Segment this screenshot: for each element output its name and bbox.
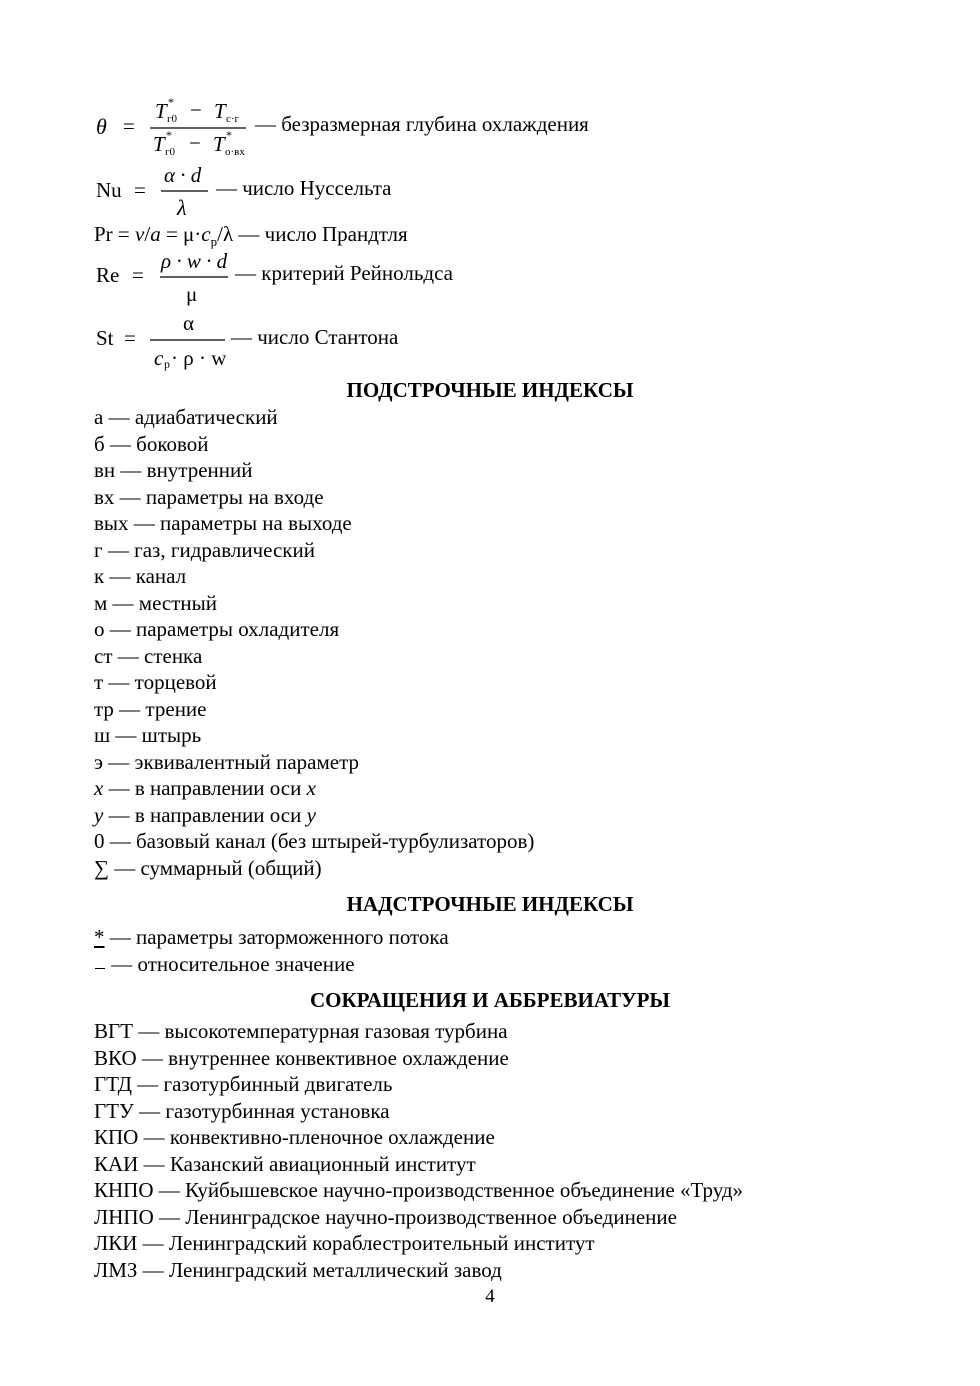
theta-description: — безразмерная глубина охлаждения: [255, 112, 589, 136]
list-item: ГТУ — газотурбинная установка: [94, 1098, 390, 1123]
pr-c-sub: p: [210, 234, 218, 250]
numerator-T1-sub: г0: [167, 113, 178, 125]
equals-sign: =: [124, 326, 136, 350]
nu-description: — число Нуссельта: [216, 176, 392, 200]
st-den-sub: p: [164, 357, 170, 371]
subscripts-list: [94, 404, 534, 881]
list-item: ЛКИ — Ленинградский кораблестроительный институт: [94, 1231, 595, 1255]
formula-re: [94, 248, 694, 308]
list-item: а — адиабатический: [94, 405, 278, 429]
pr-nu: ν: [135, 222, 145, 246]
y-symbol: y: [94, 802, 104, 827]
denominator-T2-sup: *: [226, 128, 232, 142]
list-item: ЛМЗ — Ленинградский металлический завод: [94, 1257, 502, 1282]
list-item: ст — стенка: [94, 643, 203, 668]
list-item-star: [94, 924, 449, 951]
list-item: вн — внутренний: [94, 458, 253, 482]
list-item: б — боковой: [94, 431, 209, 456]
denominator-T2-sub: о·вх: [225, 146, 245, 158]
theta-symbol: θ: [96, 114, 107, 139]
re-description: — критерий Рейнольдса: [235, 261, 453, 285]
list-item: ВГТ — высокотемпературная газовая турбина: [94, 1019, 508, 1043]
list-item: к — канал: [94, 564, 187, 588]
pr-mu: = μ·: [160, 222, 202, 246]
list-item-x: [94, 775, 534, 802]
equals-sign: =: [123, 114, 135, 138]
re-symbol: Re: [96, 263, 120, 287]
list-item: КПО — конвективно-пленочное охлаждение: [94, 1125, 495, 1149]
nu-denominator: λ: [177, 195, 187, 220]
st-numerator: α: [183, 311, 195, 335]
formula-st: [94, 310, 694, 374]
list-item: ВКО — внутреннее конвективное охлаждение: [94, 1045, 509, 1070]
x-symbol: x: [94, 776, 104, 800]
formula-nu: [94, 162, 694, 222]
denominator-T2: T: [213, 132, 225, 156]
list-item: 0 — базовый канал (без штырей-турбулизаторов): [94, 829, 535, 853]
st-den-rest: · ρ · w: [171, 346, 227, 370]
list-item: м — местный: [94, 590, 218, 615]
st-description: — число Стантона: [231, 325, 399, 349]
equals-sign: =: [134, 178, 146, 202]
st-den-c: c: [154, 346, 164, 370]
page-number: 4: [485, 1286, 495, 1307]
numerator-T2-sub: с·г: [226, 113, 240, 125]
list-item: ∑ — суммарный (общий): [94, 855, 322, 880]
denominator-T1-sub: г0: [165, 146, 176, 158]
re-denominator: μ: [186, 282, 198, 306]
formula-re-math: [94, 248, 244, 308]
numerator-T1: T: [155, 99, 167, 123]
list-item: о — параметры охладителя: [94, 617, 340, 641]
formula-st-math: [94, 310, 254, 374]
abbreviations-heading: СОКРАЩЕНИЯ И АББРЕВИАТУРЫ: [309, 988, 671, 1012]
star-symbol: *: [94, 925, 105, 949]
list-item: ЛНПО — Ленинградское научно-производственное объединение: [94, 1204, 677, 1229]
list-item: ш — штырь: [94, 723, 202, 747]
numerator-minus: −: [190, 98, 202, 122]
superscripts-heading: НАДСТРОЧНЫЕ ИНДЕКСЫ: [346, 892, 634, 916]
pr-description: /λ — число Прандтля: [217, 222, 408, 246]
list-item: э — эквивалентный параметр: [94, 749, 360, 774]
x-axis: x: [306, 776, 316, 800]
formula-nu-math: [94, 162, 224, 222]
star-text: — параметры заторможенного потока: [104, 925, 449, 949]
abbreviations-list: [94, 1018, 743, 1283]
y-axis: y: [306, 802, 316, 827]
list-item: ГТД — газотурбинный двигатель: [94, 1072, 393, 1096]
numerator-T2: T: [214, 99, 226, 123]
list-item: тр — трение: [94, 696, 207, 721]
list-item: вых — параметры на выходе: [94, 511, 352, 535]
list-item: вх — параметры на входе: [94, 484, 324, 509]
pr-slash: /: [144, 222, 151, 246]
y-text: — в направлении оси: [103, 802, 307, 827]
overline-text: — относительное значение: [106, 951, 355, 976]
list-item: КНПО — Куйбышевское научно-производственное объединение «Труд»: [94, 1178, 744, 1202]
pr-c: c: [201, 222, 211, 246]
denominator-minus: −: [189, 131, 201, 155]
st-symbol: St: [96, 326, 114, 350]
list-item: КАИ — Казанский авиационный институт: [94, 1151, 476, 1176]
nu-symbol: Nu: [96, 178, 122, 202]
list-item: г — газ, гидравлический: [94, 537, 315, 562]
x-text: — в направлении оси: [103, 776, 307, 800]
list-item-y: [94, 802, 534, 829]
formula-theta: [94, 92, 694, 164]
pr-lhs: Pr =: [94, 222, 136, 246]
subscripts-heading: ПОДСТРОЧНЫЕ ИНДЕКСЫ: [346, 378, 634, 402]
re-numerator: ρ · w · d: [161, 249, 228, 273]
numerator-T1-sup: *: [168, 95, 174, 109]
formula-pr: [94, 224, 694, 248]
equals-sign: =: [132, 263, 144, 287]
nu-numerator: α · d: [164, 163, 202, 187]
list-item-overline: [94, 951, 449, 978]
superscripts-list: [94, 924, 449, 977]
list-item: т — торцевой: [94, 670, 217, 694]
pr-a: a: [150, 222, 161, 246]
formula-theta-math: [94, 92, 269, 164]
denominator-T1-sup: *: [166, 128, 172, 142]
denominator-T1: T: [153, 132, 165, 156]
